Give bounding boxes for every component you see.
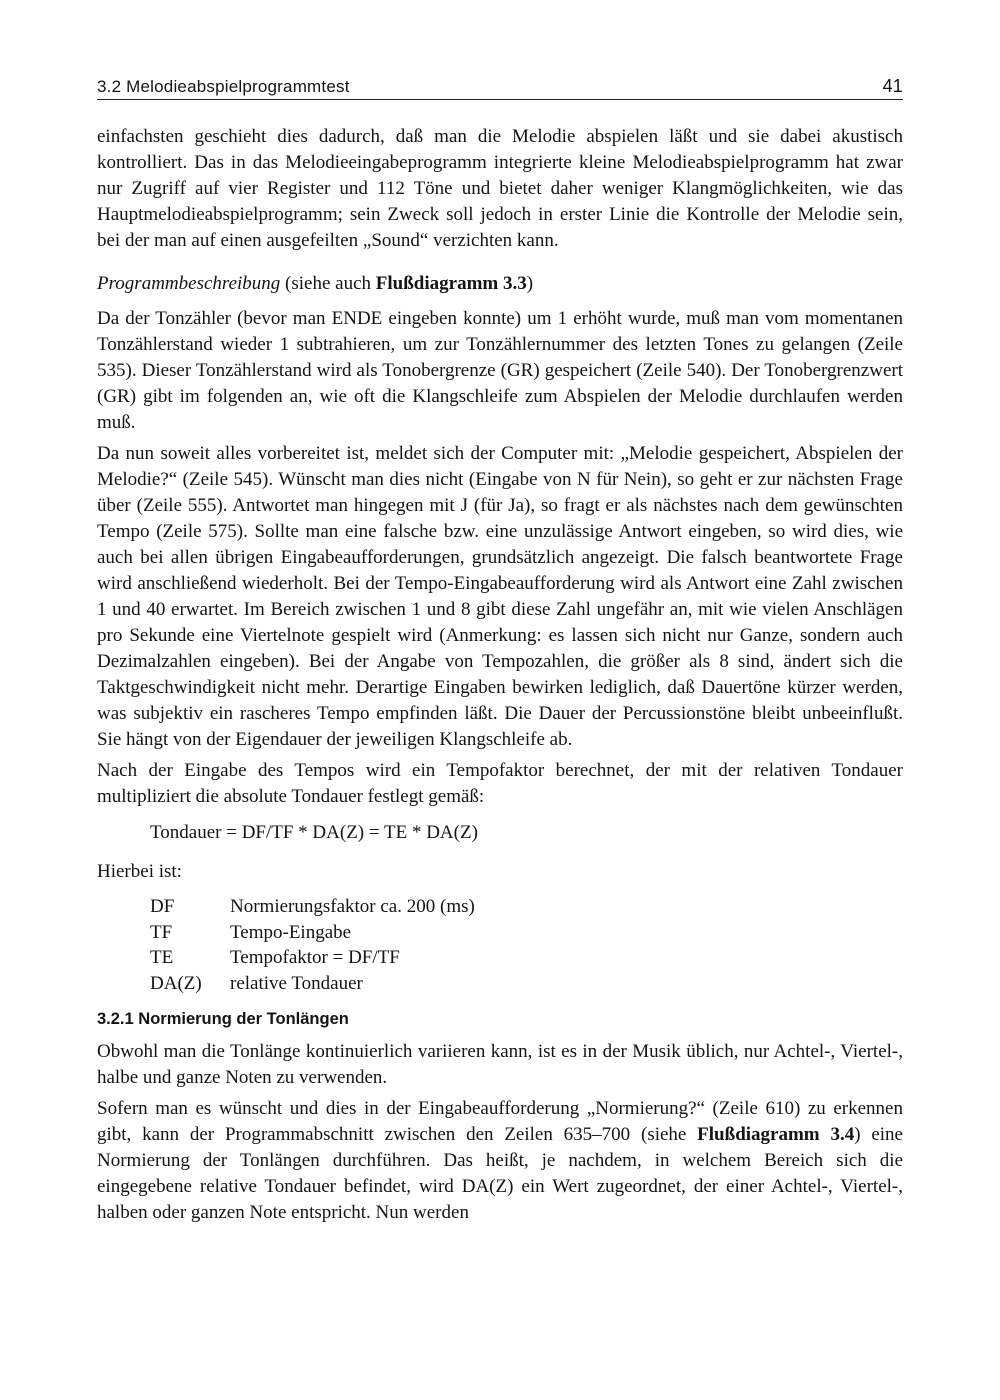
running-header [97,76,903,100]
normalization-text-start: Sofern man es wünscht und dies in der Eingabeaufforderung „Normierung?“ (Zeile 610) zu erkennen gibt, kann der Programmabschnitt zwischen den Zeilen 635–700 (siehe [97,1098,903,1145]
flowchart-reference-3-4: Flußdiagramm 3.4 [697,1124,855,1145]
tone-duration-formula: Tondauer = DF/TF * DA(Z) = TE * DA(Z) [150,822,478,843]
definitions-intro: Hierbei ist: [97,861,182,882]
definition-meaning: Tempo-Eingabe [230,921,352,943]
paragraph-note-lengths: Obwohl man die Tonlänge kontinuierlich variieren kann, ist es in der Musik üblich, nur Achtel-, Viertel-, halbe und ganze Noten zu verwenden. [97,1041,903,1088]
definition-row [150,971,475,997]
definition-symbol: DF [150,896,175,917]
section-running-title: 3.2 Melodieabspielprogrammtest [97,77,350,96]
definition-row [150,894,475,920]
program-description-heading [97,271,903,297]
program-description-close: ) [526,273,534,294]
paragraph-normalization [97,1096,903,1226]
paragraph-tempo-input: Da nun soweit alles vorbereitet ist, meldet sich der Computer mit: „Melodie gespeichert, Abspielen der Melodie?“ (Zeile 545). Wünscht man dies nicht (Eingabe von N für Nein), so geht er zur nächsten Frage über (Zeile 555). Antwortet man hingegen mit J (für Ja), so fragt er als nächstes nach dem gewünschten Tempo (Zeile 575). Sollte man eine falsche bzw. eine unzulässige Antwort eingeben, so wird dies, wie auch bei allen übrigen Eingabeaufforderungen, grundsätzlich angezeigt. Die falsch beantwortete Frage wird anschließend wiederholt. Bei der Tempo-Eingabeaufforderung wird als Antwort eine Zahl zwischen 1 und 40 erwartet. Im Bereich zwischen 1 und 8 gibt diese Zahl ungefähr an, mit wie vielen Anschlägen pro Sekunde eine Viertelnote gespielt wird (Anmerkung: es lassen sich nicht nur Ganze, sondern auch Dezimalzahlen eingeben). Bei der Angabe von Tempozahlen, die größer als 8 sind, ändert sich die Taktgeschwindigkeit nicht mehr. Derartige Eingaben bewirken lediglich, daß Dauertöne kürzer werden, was subjektiv ein rascheres Tempo empfinden läßt. Die Dauer der Percussionstöne bleibt unbeeinflußt. Sie hängt von der Eigendauer der jeweiligen Klangschleife ab. [97,443,903,750]
definition-row [150,945,475,971]
section-heading-3-2-1: 3.2.1 Normierung der Tonlängen [97,1010,349,1028]
definitions-table [150,894,475,996]
paragraph-intro: einfachsten geschieht dies dadurch, daß man die Melodie abspielen läßt und sie dabei akustisch kontrolliert. Das in das Melodieeingabeprogramm integrierte kleine Melodieabspielprogramm hat zwar nur Zugriff auf vier Register und 112 Töne und bietet daher weniger Klangmöglichkeiten, wie das Hauptmelodieabspielprogramm; sein Zweck soll jedoch in erster Linie die Kontrolle der Melodie sein, bei der man auf einen ausgefeilten „Sound“ verzichten kann. [97,126,903,251]
definition-symbol: DA(Z) [150,972,202,994]
normalization-text-end: ) eine Normierung der Tonlängen durchführen. Das heißt, je nachdem, in welchem Bereich sich die eingegebene relative Tondauer befindet, wird DA(Z) ein Wert zugeordnet, der einer Achtel-, Viertel-, halben oder ganzen Note entspricht. Nun werden [97,1124,903,1223]
program-description-see-also: (siehe auch [280,273,376,294]
book-page [97,76,903,1226]
program-description-label: Programmbeschreibung [97,273,281,294]
flowchart-reference-3-3: Flußdiagramm 3.3 [375,273,527,294]
definition-row [150,920,475,946]
paragraph-tempo-factor: Nach der Eingabe des Tempos wird ein Tempofaktor berechnet, der mit der relativen Tondauer multipliziert die absolute Tondauer festlegt gemäß: [97,760,903,807]
definition-meaning: relative Tondauer [230,972,363,994]
definition-symbol: TE [150,947,174,968]
paragraph-tone-counter: Da der Tonzähler (bevor man ENDE eingeben konnte) um 1 erhöht wurde, muß man vom momentanen Tonzählerstand wieder 1 subtrahieren, um zur Tonzählernummer des letzten Tones zu gelangen (Zeile 535). Dieser Tonzählerstand wird als Tonobergrenze (GR) gespeichert (Zeile 540). Der Tonobergrenzwert (GR) gibt im folgenden an, wie oft die Klangschleife zum Abspielen der Melodie durchlaufen werden muß. [97,308,903,433]
page-number: 41 [882,76,903,96]
definition-meaning: Tempofaktor = DF/TF [230,947,400,968]
definition-meaning: Normierungsfaktor ca. 200 (ms) [230,896,475,917]
definition-symbol: TF [150,921,173,943]
